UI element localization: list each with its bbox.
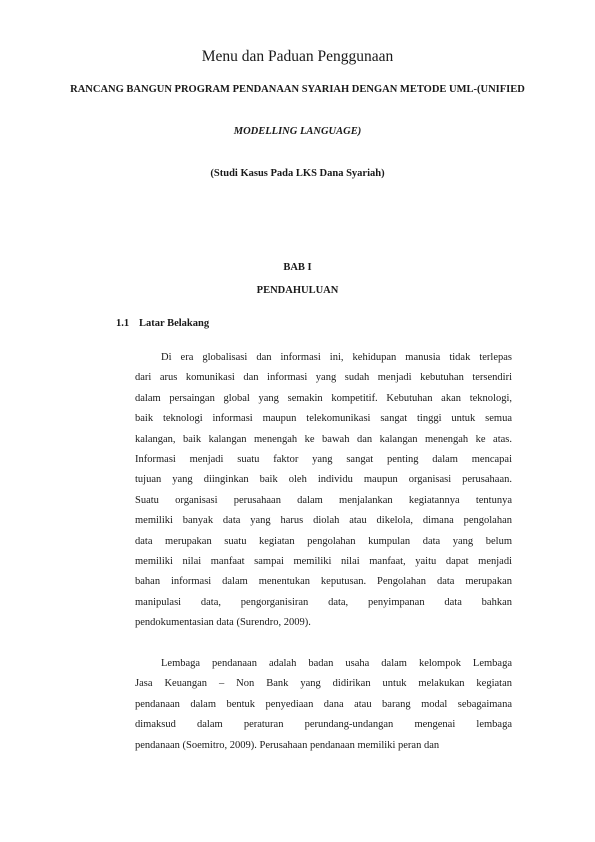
paragraph-line: Suatu organisasi perusahaan dalam menjalankan kegiatannya tentunya bbox=[135, 494, 512, 506]
paragraph-line: manipulasi data, pengorganisiran data, penyimpanan data bahkan bbox=[135, 596, 512, 608]
paragraph-line: memiliki banyak data yang harus diolah atau dikelola, dimana pengolahan bbox=[135, 515, 512, 527]
paragraph-line: memiliki nilai manfaat sampai memiliki nilai manfaat, yaitu dapat menjadi bbox=[135, 555, 512, 567]
section-number: 1.1 bbox=[116, 318, 130, 329]
paragraph-1 bbox=[135, 348, 512, 633]
thesis-title-line-1 bbox=[0, 84, 595, 95]
paragraph-line: dari arus komunikasi dan informasi yang sudah menjadi kebutuhan tersendiri bbox=[135, 372, 512, 384]
paragraph-line-last: pendanaan (Soemitro, 2009). Perusahaan pendanaan memiliki peran dan bbox=[135, 739, 440, 751]
paragraph-line: bahan informasi dalam menentukan keputusan. Pengolahan data merupakan bbox=[135, 576, 512, 588]
paragraph-2 bbox=[135, 654, 512, 756]
paragraph-line: Lembaga pendanaan adalah badan usaha dalam kelompok Lembaga bbox=[161, 658, 512, 669]
case-study-subtitle: (Studi Kasus Pada LKS Dana Syariah) bbox=[210, 168, 385, 179]
section-title: Latar Belakang bbox=[139, 318, 210, 329]
paragraph-line: Jasa Keuangan – Non Bank yang didirikan untuk melakukan kegiatan bbox=[135, 678, 512, 690]
section-heading bbox=[116, 318, 209, 329]
paragraph-line: Di era globalisasi dan informasi ini, kehidupan manusia tidak terlepas bbox=[161, 352, 512, 363]
paragraph-line: Informasi menjadi suatu faktor yang sangat penting dalam mencapai bbox=[135, 453, 512, 465]
paragraph-line: pendanaan dalam bentuk penyediaan dana atau barang modal sebagaimana bbox=[135, 698, 512, 710]
paragraph-line: dalam persaingan global yang semakin kompetitif. Kebutuhan akan teknologi, bbox=[135, 392, 512, 404]
thesis-title-line-2-text: MODELLING LANGUAGE) bbox=[233, 126, 362, 137]
paragraph-line: kalangan, baik kalangan menengah ke bawah dan kalangan menengah ke atas. bbox=[135, 433, 512, 445]
thesis-title-line-1-text: RANCANG BANGUN PROGRAM PENDANAAN SYARIAH DENGAN METODE UML-(UNIFIED bbox=[70, 84, 525, 95]
paragraph-line: dimaksud dalam peraturan perundang-undangan mengenai lembaga bbox=[135, 719, 512, 731]
paragraph-line: data merupakan suatu kegiatan pengolahan kumpulan data yang belum bbox=[135, 535, 512, 547]
document-title: Menu dan Paduan Penggunaan bbox=[201, 48, 394, 65]
thesis-title-line-2 bbox=[0, 126, 595, 137]
paragraph-line: tujuan yang diinginkan baik oleh individu maupun organisasi perusahaan. bbox=[135, 474, 512, 486]
chapter-number: BAB I bbox=[283, 262, 312, 273]
paragraph-line-last: pendokumentasian data (Surendro, 2009). bbox=[135, 617, 311, 629]
paragraph-line: baik teknologi informasi maupun telekomunikasi sangat tinggi untuk semua bbox=[135, 413, 512, 425]
chapter-title: PENDAHULUAN bbox=[256, 285, 339, 296]
